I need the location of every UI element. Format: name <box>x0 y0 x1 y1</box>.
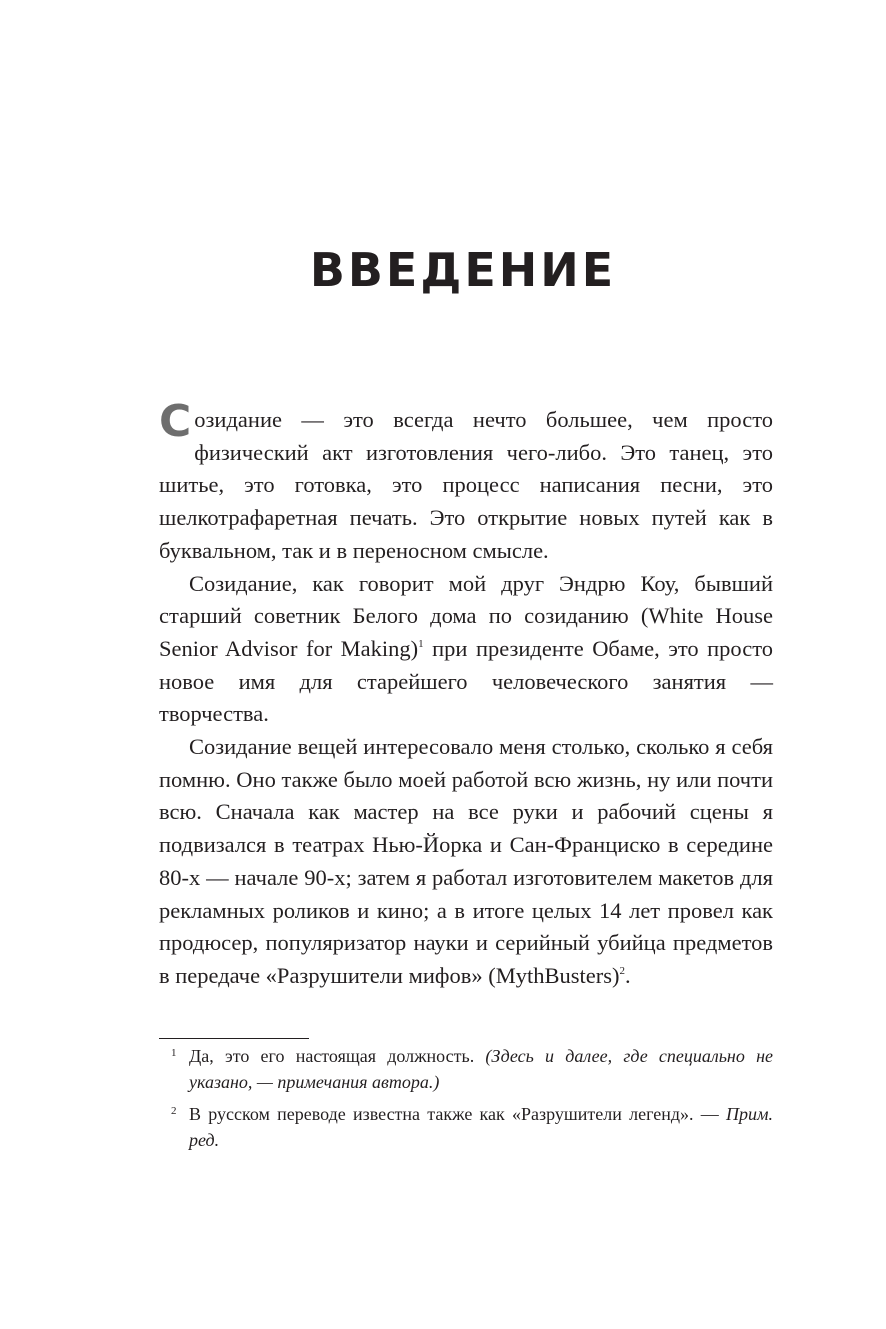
paragraph-1-text: озидание — это всегда нечто большее, чем просто физический акт изготовления чего-либо. Это танец, это шитье, это готовка, это процесс написания песни, это шелкотрафаретная печать. Это открытие новых путей как в буквальном, так и в переносном смысле. <box>159 407 773 563</box>
paragraph-2-text-a: Созидание, как говорит мой друг Эндрю Коу, бывший старший советник Белого дома по созиданию (White House Senior Advisor for Making) <box>159 570 773 661</box>
body-text <box>159 396 773 993</box>
paragraph-2 <box>159 568 773 732</box>
paragraph-1 <box>159 396 773 568</box>
chapter-title: ВВЕДЕНИЕ <box>309 243 617 297</box>
footnotes <box>159 1043 773 1159</box>
footnote-2 <box>159 1101 773 1153</box>
footnote-ref-2[interactable]: 2 <box>619 964 625 977</box>
paragraph-3-text-a: Созидание вещей интересовало меня столько, сколько я себя помню. Оно также было моей работой всю жизнь, ну или почти всю. Сначала как мастер на все руки и рабочий сцены я подвизался в театрах Нью-Йорка и Сан-Франциско в середине 80-х — начале 90-х; затем я работал изготовителем макетов для рекламных роликов и кино; а в итоге целых 14 лет провел как продюсер, популяризатор науки и серийный убийца предметов в передаче «Разрушители мифов» (MythBusters) <box>159 734 773 988</box>
footnote-ref-1[interactable]: 1 <box>418 637 424 650</box>
footnote-italic-text: (Здесь и далее, где специально не указано, — примечания автора.) <box>189 1046 773 1092</box>
paragraph-2-text-b: при президенте Обаме, это просто новое имя для старейшего человеческого занятия — творчества. <box>159 635 773 727</box>
footnote-italic-text: Прим. ред. <box>189 1104 773 1150</box>
footnote-text: В русском переводе известна также как «Разрушители легенд». — <box>189 1104 726 1124</box>
paragraph-3 <box>159 731 773 993</box>
footnote-text: Да, это его настоящая должность. <box>189 1046 486 1066</box>
paragraph-3-text-b: . <box>624 962 631 988</box>
footnote-number: 2 <box>171 1105 177 1117</box>
footnote-divider <box>159 1038 309 1039</box>
footnote-number: 1 <box>171 1047 177 1059</box>
drop-cap: С <box>159 396 192 447</box>
footnote-1 <box>159 1043 773 1095</box>
